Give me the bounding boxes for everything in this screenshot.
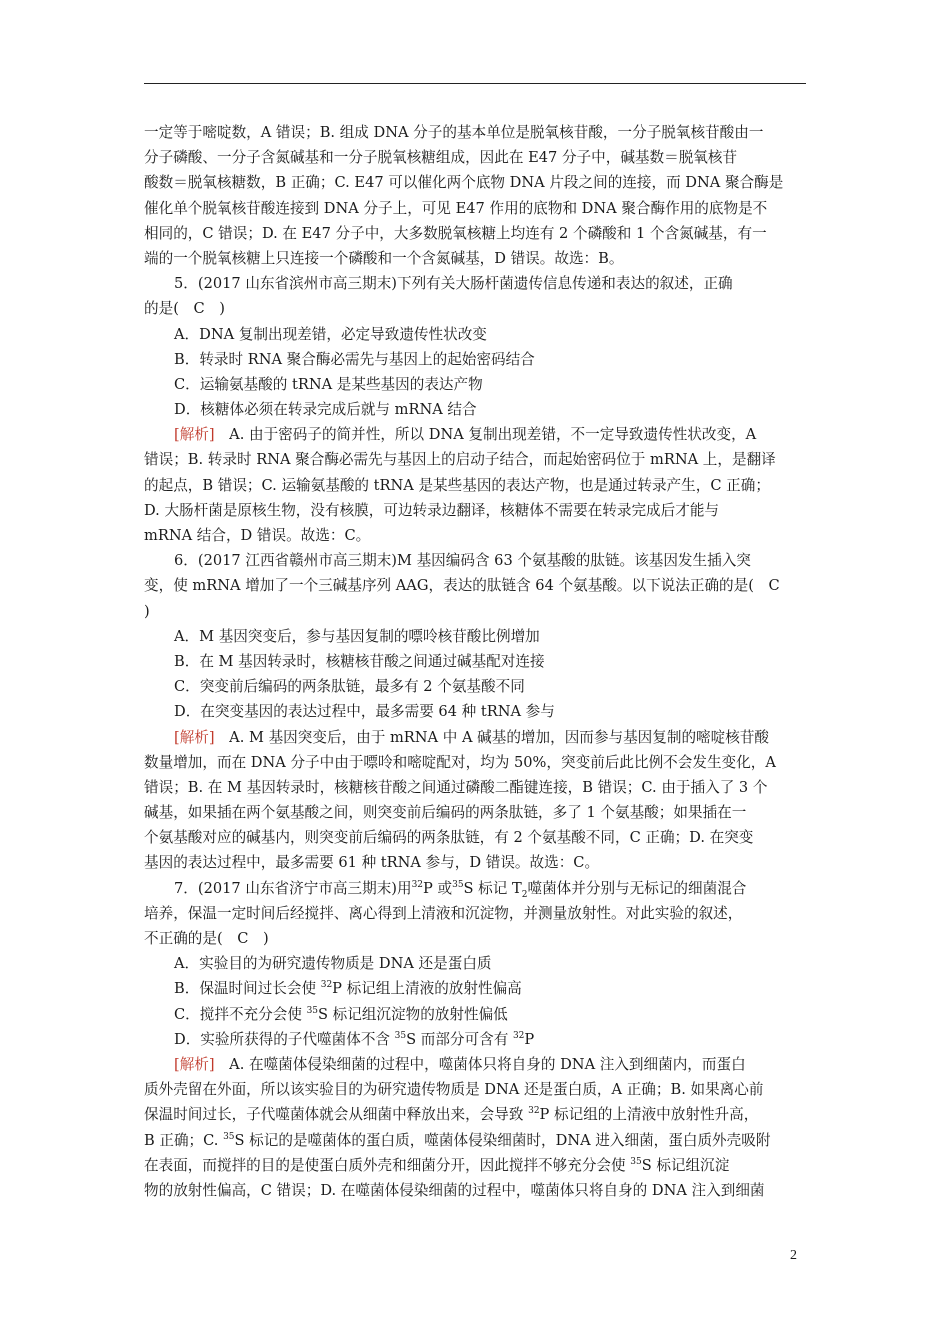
question-6-analysis: [解析] A. M 基因突变后，由于 mRNA 中 A 碱基的增加，因而参与基因复制的嘧啶核苷酸 bbox=[174, 728, 770, 746]
text-line: 分子磷酸、一分子含氮碱基和一分子脱氧核糖组成，因此在 E47 分子中，碱基数＝脱氧核苷 bbox=[144, 149, 738, 167]
question-6-stem-cont: 变，使 mRNA 增加了一个三碱基序列 AAG，表达的肽链含 64 个氨基酸。以下说法正确的是( C bbox=[144, 577, 780, 595]
question-5-option-c: C．运输氨基酸的 tRNA 是某些基因的表达产物 bbox=[174, 375, 483, 393]
text-line: 端的一个脱氧核糖上只连接一个磷酸和一个含氮碱基，D 错误。故选：B。 bbox=[144, 249, 624, 267]
text-line: 的起点，B 错误；C. 运输氨基酸的 tRNA 是某些基因的表达产物，也是通过转录产生，C 正确； bbox=[144, 476, 770, 494]
header-rule bbox=[144, 83, 806, 84]
text-line: 个氨基酸对应的碱基内，则突变前后编码的两条肽链，有 2 个氨基酸不同，C 正确；D. 在突变 bbox=[144, 829, 754, 847]
text-line: mRNA 结合，D 错误。故选：C。 bbox=[144, 527, 371, 544]
question-6-option-b: B．在 M 基因转录时，核糖核苷酸之间通过碱基配对连接 bbox=[174, 652, 545, 670]
question-6-stem: 6．(2017 江西省赣州市高三期末)M 基因编码含 63 个氨基酸的肽链。该基因发生插入突 bbox=[174, 552, 751, 570]
text-line: 基因的表达过程中，最多需要 61 种 tRNA 参与，D 错误。故选：C。 bbox=[144, 854, 600, 872]
text-line: B 正确；C. $^{35}$S 标记的是噬菌体的蛋白质，噬菌体侵染细菌时，DNA 进入细菌，蛋白质外壳吸附 bbox=[144, 1131, 771, 1149]
page-number: 2 bbox=[790, 1248, 797, 1263]
text-line: 数量增加，而在 DNA 分子中由于嘌呤和嘧啶配对，均为 50%，突变前后此比例不会发生变化，A bbox=[144, 753, 776, 771]
question-5-stem-cont: 的是( C ) bbox=[144, 300, 225, 318]
text-line: 酸数＝脱氧核糖数，B 正确；C. E47 可以催化两个底物 DNA 片段之间的连接，而 DNA 聚合酶是 bbox=[144, 174, 784, 192]
question-6-option-d: D．在突变基因的表达过程中，最多需要 64 种 tRNA 参与 bbox=[174, 703, 555, 721]
question-5-analysis: [解析] A. 由于密码子的简并性，所以 DNA 复制出现差错，不一定导致遗传性状改变，A bbox=[174, 426, 757, 444]
text-line: 碱基，如果插在两个氨基酸之间，则突变前后编码的两条肽链，多了 1 个氨基酸；如果插在一 bbox=[144, 804, 747, 822]
question-7-stem-cont: 培养，保温一定时间后经搅拌、离心得到上清液和沉淀物，并测量放射性。对此实验的叙述， bbox=[144, 904, 743, 922]
text-line: 在表面，而搅拌的目的是使蛋白质外壳和细菌分开，因此搅拌不够充分会使 $^{35}$S 标记组沉淀 bbox=[144, 1156, 730, 1174]
text-line: 错误；B. 在 M 基因转录时，核糖核苷酸之间通过磷酸二酯键连接，B 错误；C. 由于插入了 3 个 bbox=[144, 778, 768, 796]
question-7-option-d: D．实验所获得的子代噬菌体不含 $^{35}$S 而部分可含有 $^{32}$P bbox=[174, 1030, 535, 1048]
question-6-option-c: C．突变前后编码的两条肽链，最多有 2 个氨基酸不同 bbox=[174, 678, 525, 696]
question-5-option-d: D．核糖体必须在转录完成后就与 mRNA 结合 bbox=[174, 401, 477, 419]
analysis-tag: [解析] bbox=[174, 728, 215, 746]
question-5-option-b: B．转录时 RNA 聚合酶必需先与基因上的起始密码结合 bbox=[174, 350, 535, 368]
text-line: 物的放射性偏高，C 错误；D. 在噬菌体侵染细菌的过程中，噬菌体只将自身的 DNA 注入到细菌 bbox=[144, 1181, 765, 1199]
text-line: 相同的，C 错误；D. 在 E47 分子中，大多数脱氧核糖上均连有 2 个磷酸和 1 个含氮碱基，有一 bbox=[144, 224, 767, 242]
question-7-stem: 7．(2017 山东省济宁市高三期末)用$^{32}$P 或$^{35}$S 标记 $T_2$噬菌体并分别与无标记的细菌混合 bbox=[174, 879, 747, 900]
text-line: 质外壳留在外面，所以该实验目的为研究遗传物质是 DNA 还是蛋白质，A 正确；B. 如果离心前 bbox=[144, 1081, 764, 1099]
analysis-tag: [解析] bbox=[174, 426, 215, 444]
text-line: 催化单个脱氧核苷酸连接到 DNA 分子上，可见 E47 作用的底物和 DNA 聚合酶作用的底物是不 bbox=[144, 199, 768, 217]
question-5-option-a: A．DNA 复制出现差错，必定导致遗传性状改变 bbox=[174, 325, 487, 343]
question-7-stem-end: 不正确的是( C ) bbox=[144, 930, 269, 947]
question-7-option-a: A．实验目的为研究遗传物质是 DNA 还是蛋白质 bbox=[174, 955, 492, 973]
analysis-tag: [解析] bbox=[174, 1055, 215, 1073]
text-line: D. 大肠杆菌是原核生物，没有核膜，可边转录边翻译，核糖体不需要在转录完成后才能与 bbox=[144, 501, 720, 519]
text-line: 保温时间过长，子代噬菌体就会从细菌中释放出来，会导致 $^{32}$P 标记组的上清液中放射性升高， bbox=[144, 1106, 759, 1124]
text-line: 错误；B. 转录时 RNA 聚合酶必需先与基因上的启动子结合，而起始密码位于 mRNA 上，是翻译 bbox=[144, 451, 776, 469]
question-6-stem-end: ) bbox=[144, 602, 150, 620]
question-5-stem: 5．(2017 山东省滨州市高三期末)下列有关大肠杆菌遗传信息传递和表达的叙述，正确 bbox=[174, 275, 733, 293]
question-6-option-a: A．M 基因突变后，参与基因复制的嘌呤核苷酸比例增加 bbox=[174, 627, 540, 645]
document-body bbox=[144, 120, 806, 1203]
question-7-option-b: B．保温时间过长会使 $^{32}$P 标记组上清液的放射性偏高 bbox=[174, 980, 522, 998]
question-7-analysis: [解析] A. 在噬菌体侵染细菌的过程中，噬菌体只将自身的 DNA 注入到细菌内，而蛋白 bbox=[174, 1055, 746, 1073]
question-7-option-c: C．搅拌不充分会使 $^{35}$S 标记组沉淀物的放射性偏低 bbox=[174, 1005, 508, 1023]
text-line: 一定等于嘧啶数，A 错误；B. 组成 DNA 分子的基本单位是脱氧核苷酸，一分子脱氧核苷酸由一 bbox=[144, 124, 764, 141]
